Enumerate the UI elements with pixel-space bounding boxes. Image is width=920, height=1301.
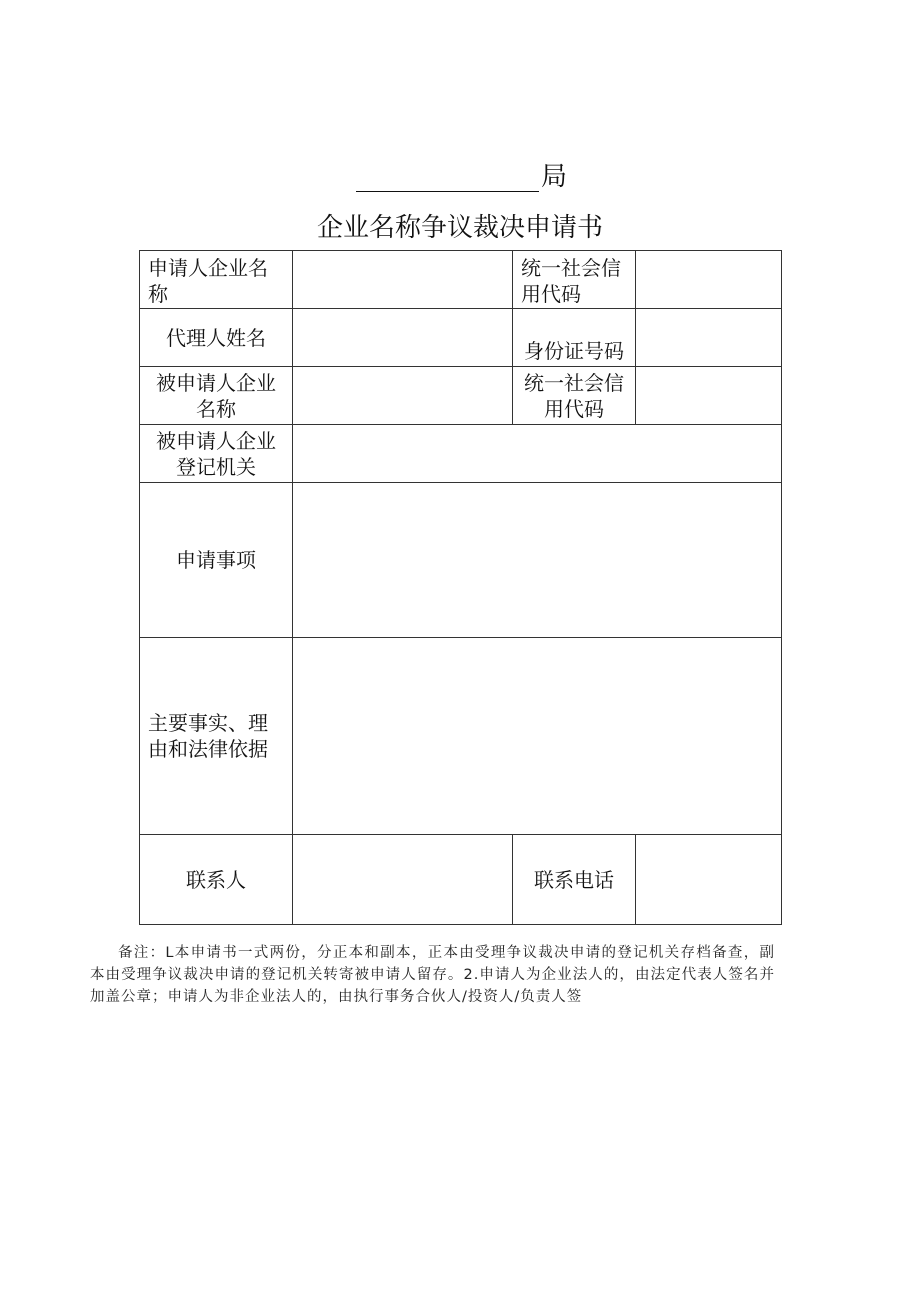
form-row-respondent	[140, 367, 782, 425]
id-number-label: 身份证号码	[513, 309, 636, 367]
applicant-credit-code-field[interactable]	[636, 251, 782, 309]
respondent-name-label: 被申请人企业名称	[140, 367, 293, 425]
form-row-agent	[140, 309, 782, 367]
facts-reasons-label: 主要事实、理由和法律依据	[140, 638, 293, 835]
bureau-suffix: 局	[541, 162, 568, 192]
page-title: 企业名称争议裁决申请书	[316, 213, 603, 243]
applicant-name-field[interactable]	[293, 251, 513, 309]
respondent-name-field[interactable]	[293, 367, 513, 425]
form-row-contact	[140, 835, 782, 925]
respondent-credit-code-field[interactable]	[636, 367, 782, 425]
id-number-field[interactable]	[636, 309, 782, 367]
contact-person-field[interactable]	[293, 835, 513, 925]
credit-code-label-respondent: 统一社会信用代码	[513, 367, 636, 425]
credit-code-label-applicant: 统一社会信用代码	[513, 251, 636, 309]
form-row-request-items	[140, 483, 782, 638]
footnote-remarks: 备注：L本申请书一式两份，分正本和副本，正本由受理争议裁决申请的登记机关存档备查，副本由受理争议裁决申请的登记机关转寄被申请人留存。2.申请人为企业法人的，由法定代表人签名并加盖公章；申请人为非企业法人的，由执行事务合伙人/投资人/负责人签	[90, 945, 775, 1005]
form-row-facts	[140, 638, 782, 835]
bureau-name-blank[interactable]	[356, 163, 539, 192]
request-items-label: 申请事项	[140, 483, 293, 638]
form-row-authority	[140, 425, 782, 483]
applicant-name-label: 申请人企业名称	[140, 251, 293, 309]
bureau-heading	[356, 158, 567, 192]
application-form-table	[139, 250, 782, 925]
facts-reasons-field[interactable]	[293, 638, 782, 835]
agent-name-field[interactable]	[293, 309, 513, 367]
contact-phone-label: 联系电话	[513, 835, 636, 925]
request-items-field[interactable]	[293, 483, 782, 638]
contact-person-label: 联系人	[140, 835, 293, 925]
contact-phone-field[interactable]	[636, 835, 782, 925]
respondent-authority-label: 被申请人企业登记机关	[140, 425, 293, 483]
agent-name-label: 代理人姓名	[140, 309, 293, 367]
form-row-applicant	[140, 251, 782, 309]
respondent-authority-field[interactable]	[293, 425, 782, 483]
